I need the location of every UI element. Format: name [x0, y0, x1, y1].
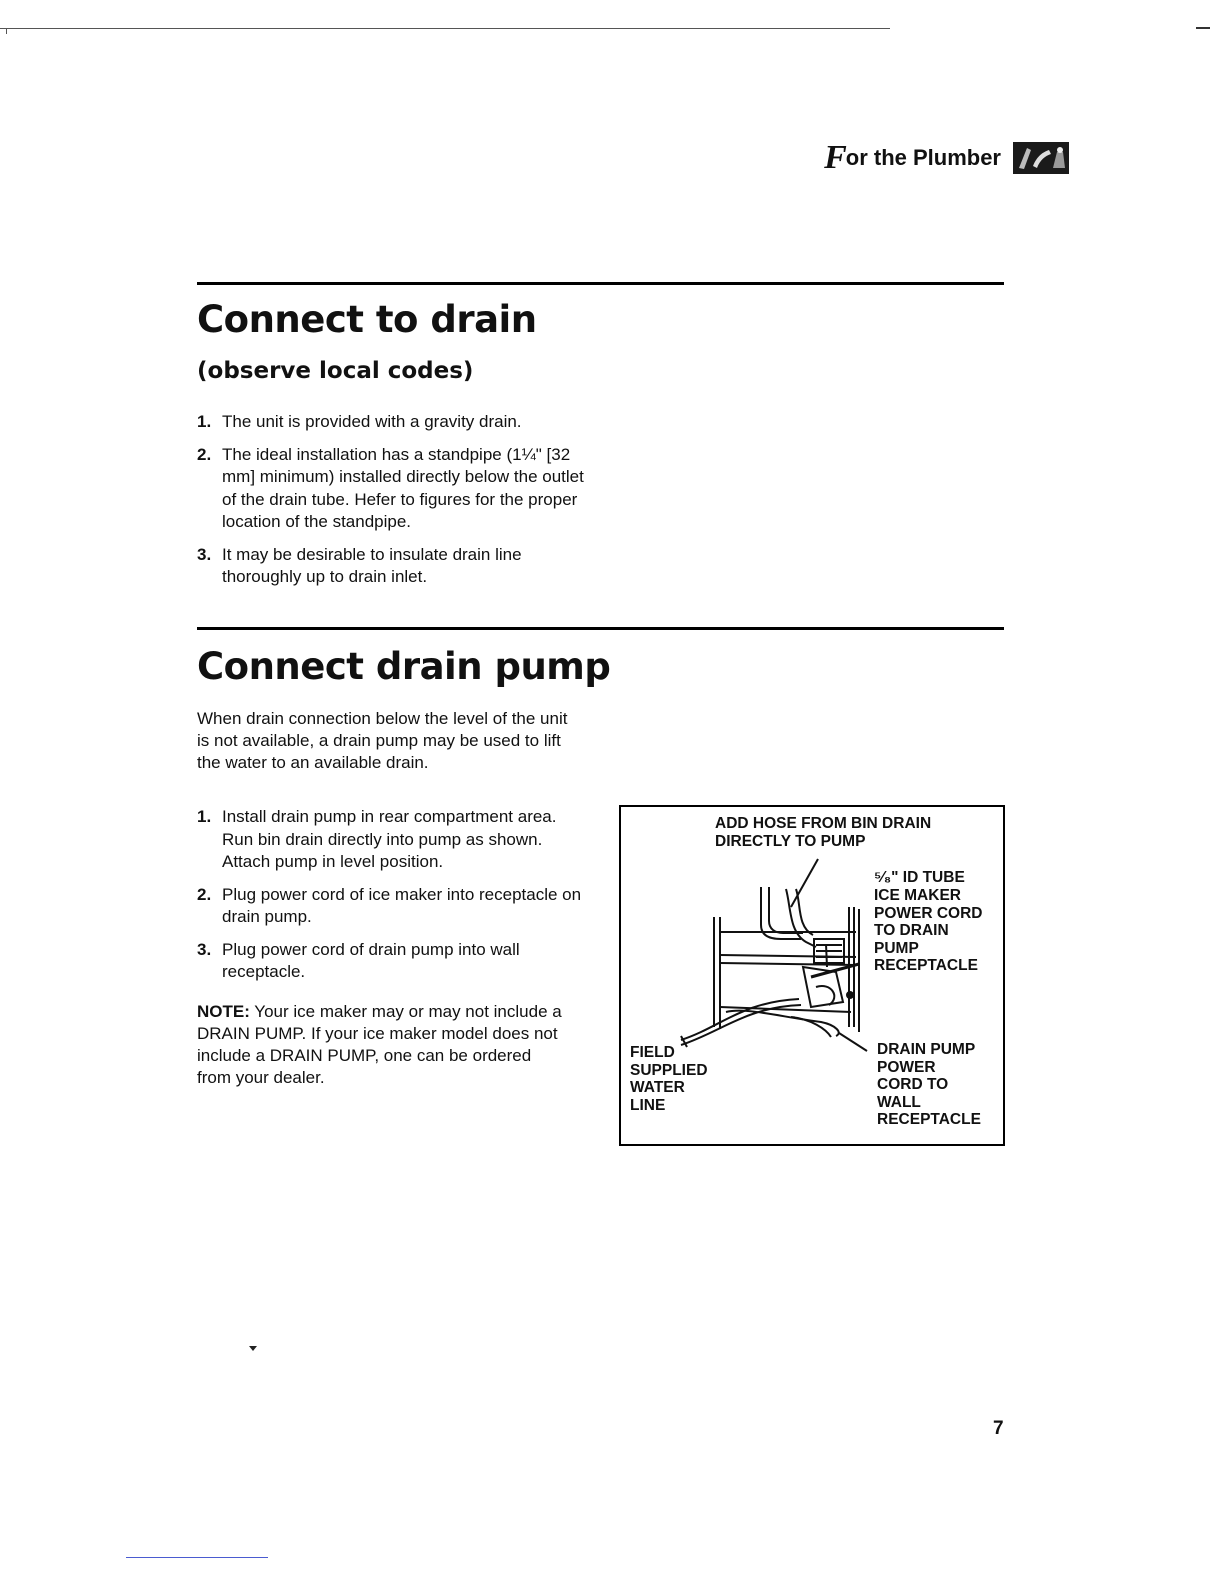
list-item [197, 544, 582, 589]
section-header [824, 140, 1069, 176]
pump-steps-list [197, 806, 587, 984]
section-header-initial: F [824, 139, 847, 176]
note-label: NOTE: [197, 1002, 250, 1021]
step-text: Plug power cord of drain pump into wall receptacle. [222, 939, 520, 981]
step-text: Plug power cord of ice maker into receptacle on drain pump. [222, 884, 582, 926]
drain-subheading: (observe local codes) [197, 358, 474, 384]
pump-cord-pointer [839, 1033, 867, 1051]
figure-label-water-line: FIELD SUPPLIED WATER LINE [630, 1044, 708, 1114]
drain-pump-figure [619, 805, 1005, 1146]
figure-label-pump-cord: DRAIN PUMP POWER CORD TO WALL RECEPTACLE [877, 1041, 981, 1128]
hose-pointer-line [791, 859, 818, 907]
list-item [197, 939, 592, 984]
step-text: The unit is provided with a gravity drain. [222, 412, 522, 431]
section-divider [197, 282, 1004, 285]
drain-heading: Connect to drain [197, 298, 537, 341]
figure-label-tube: ⁵⁄₈" ID TUBE [874, 869, 965, 886]
step-number: 2. [197, 884, 212, 904]
step-text: Install drain pump in rear compartment area. Run bin drain directly into pump as shown. Attach pump in level position. [222, 807, 557, 871]
list-item [197, 411, 597, 434]
section-header-title: or the Plumber [845, 145, 1001, 170]
scan-edge-line [0, 28, 890, 29]
step-number: 1. [197, 807, 212, 826]
scan-artifact [249, 1346, 257, 1351]
scan-tick-mark [6, 28, 7, 34]
scan-dash-mark [1196, 27, 1210, 29]
page-number: 7 [993, 1418, 1004, 1439]
step-text: The ideal installation has a standpipe (1¼" [32 mm] minimum) installed directly below the outlet of the drain tube. Hefer to figures for the proper location of the standpipe. [222, 444, 584, 531]
step-number: 3. [197, 939, 212, 959]
scan-edge-line [126, 1557, 268, 1558]
step-number: 1. [197, 412, 212, 431]
drain-steps-list [197, 411, 597, 589]
pump-intro: When drain connection below the level of the unit is not available, a drain pump may be used to lift the water to an available drain. [197, 709, 568, 772]
section-divider [197, 627, 1004, 630]
step-text: It may be desirable to insulate drain line thoroughly up to drain inlet. [222, 544, 522, 586]
plumber-tools-icon [1013, 142, 1069, 174]
list-item [197, 444, 592, 534]
pump-heading: Connect drain pump [197, 645, 611, 688]
list-item [197, 884, 592, 929]
pump-note [197, 1001, 569, 1089]
step-number: 3. [197, 544, 212, 564]
figure-label-power-cord: ICE MAKER POWER CORD TO DRAIN PUMP RECEPTACLE [874, 887, 983, 974]
note-text: Your ice maker may or may not include a DRAIN PUMP. If your ice maker model does not include a DRAIN PUMP, one can be ordered from your dealer. [197, 1002, 562, 1087]
list-item [197, 806, 587, 874]
figure-label-hose: ADD HOSE FROM BIN DRAIN DIRECTLY TO PUMP [715, 815, 932, 850]
step-number: 2. [197, 444, 212, 464]
drain-pump-illustration [621, 807, 1003, 1144]
